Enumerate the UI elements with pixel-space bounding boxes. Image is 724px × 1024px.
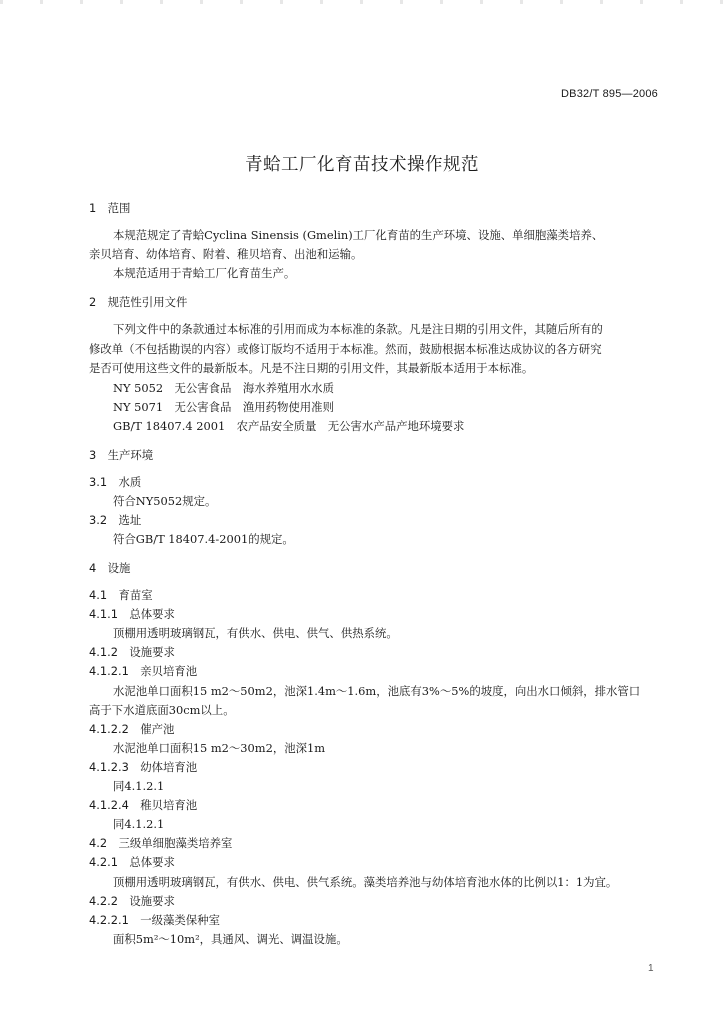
reference-item: GB/T 18407.4 2001 农产品安全质量 无公害水产品产地环境要求	[113, 419, 465, 433]
body-line: 下列文件中的条款通过本标准的引用而成为本标准的条款。凡是注日期的引用文件，其随后所有的	[113, 322, 603, 336]
body-line: 是否可使用这些文件的最新版本。凡是不注日期的引用文件，其最新版本适用于本标准。	[89, 361, 534, 375]
subsection-heading: 4.1.1 总体要求	[89, 607, 175, 621]
reference-item: NY 5071 无公害食品 渔用药物使用准则	[113, 400, 334, 414]
body-line: 面积5m²～10m²，具通风、调光、调温设施。	[113, 932, 348, 946]
body-line: 顶棚用透明玻璃钢瓦，有供水、供电、供气、供热系统。	[113, 626, 398, 640]
body-line: 顶棚用透明玻璃钢瓦，有供水、供电、供气系统。藻类培养池与幼体培育池水体的比例以1：1为宜。	[113, 875, 618, 889]
section-heading: 1 范围	[89, 201, 131, 215]
subsection-heading: 4.1.2.2 催产池	[89, 722, 175, 736]
section-heading: 4 设施	[89, 561, 131, 575]
subsection-heading: 4.1.2.3 幼体培育池	[89, 760, 198, 774]
subsection-heading: 3.1 水质	[89, 475, 142, 489]
subsection-heading: 4.1.2 设施要求	[89, 645, 175, 659]
subsection-heading: 4.2.1 总体要求	[89, 855, 175, 869]
body-line: 本规范适用于青蛤工厂化育苗生产。	[113, 266, 296, 280]
subsection-heading: 4.1.2.1 亲贝培育池	[89, 664, 198, 678]
reference-item: NY 5052 无公害食品 海水养殖用水水质	[113, 381, 334, 395]
body-line: 亲贝培育、幼体培育、附着、稚贝培育、出池和运输。	[89, 247, 363, 261]
subsection-heading: 4.1.2.4 稚贝培育池	[89, 798, 198, 812]
page-number: 1	[648, 963, 654, 974]
section-heading: 2 规范性引用文件	[89, 295, 188, 309]
body-line: 符合GB/T 18407.4-2001的规定。	[113, 532, 294, 546]
subsection-heading: 4.2.2 设施要求	[89, 894, 175, 908]
body-line: 修改单（不包括勘误的内容）或修订版均不适用于本标准。然而，鼓励根据本标准达成协议的各方研究	[89, 342, 602, 356]
subsection-heading: 4.1 育苗室	[89, 588, 153, 602]
subsection-heading: 4.2 三级单细胞藻类培养室	[89, 836, 233, 850]
body-line: 符合NY5052规定。	[113, 494, 217, 508]
body-line: 高于下水道底面30cm以上。	[89, 703, 235, 717]
document-title: 青蛤工厂化育苗技术操作规范	[245, 155, 479, 175]
body-line: 本规范规定了青蛤Cyclina Sinensis (Gmelin)工厂化育苗的生产环境、设施、单细胞藻类培养、	[113, 228, 604, 242]
body-line: 同4.1.2.1	[113, 817, 165, 831]
scan-edge-noise	[0, 0, 724, 4]
section-heading: 3 生产环境	[89, 448, 154, 462]
subsection-heading: 4.2.2.1 一级藻类保种室	[89, 913, 220, 927]
body-line: 水泥池单口面积15 m2～50m2，池深1.4m～1.6m，池底有3%～5%的坡度，向出水口倾斜，排水管口	[113, 684, 641, 698]
body-line: 同4.1.2.1	[113, 779, 165, 793]
body-line: 水泥池单口面积15 m2～30m2，池深1m	[113, 741, 326, 755]
subsection-heading: 3.2 选址	[89, 513, 142, 527]
standard-code: DB32/T 895—2006	[561, 88, 658, 100]
